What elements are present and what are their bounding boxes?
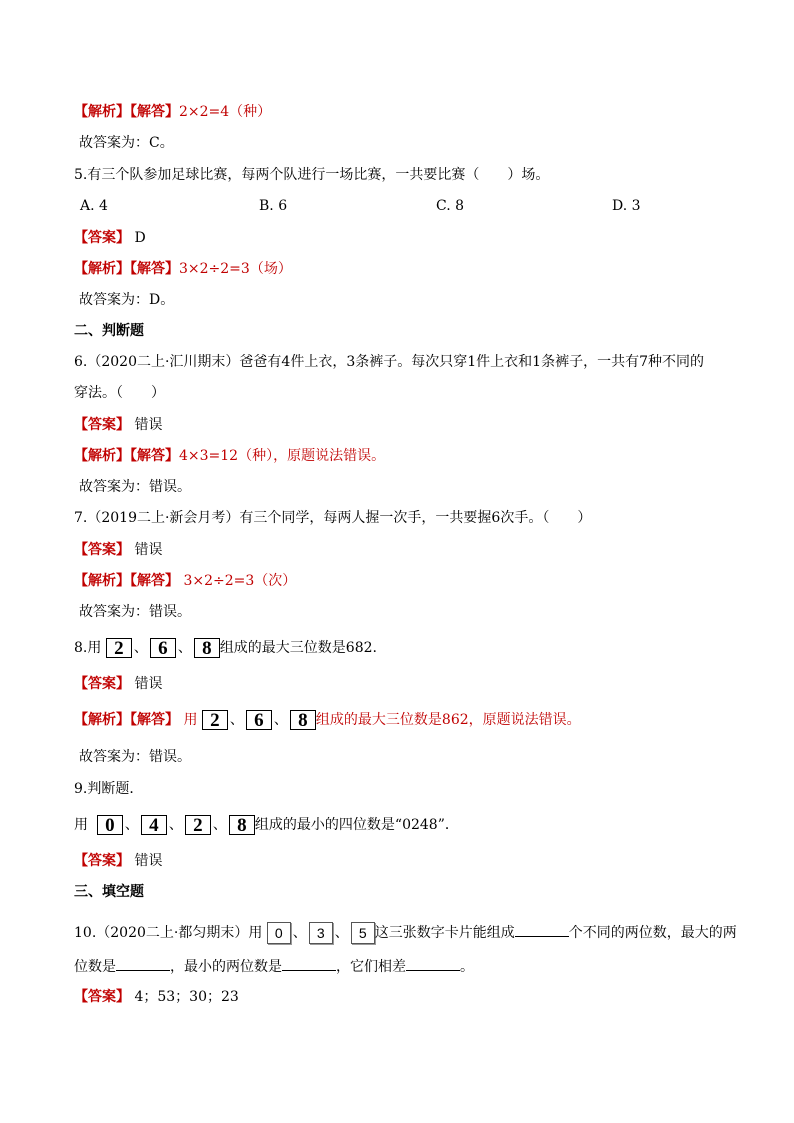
analysis-text: 3×2÷2=3（次） [183, 573, 297, 589]
q9-stem: 9.判断题． [74, 781, 144, 797]
q9-answer [74, 851, 162, 871]
q9-body [74, 815, 459, 835]
q10-line2-b: ，最小的两位数是 [170, 959, 282, 975]
q10-line2-d: 。 [460, 959, 474, 975]
digit-card: 5 [351, 922, 375, 944]
separator: 、 [292, 925, 307, 941]
q10-line2-c: ，它们相差 [336, 959, 406, 975]
separator: 、 [124, 817, 139, 833]
analysis-tag: 【解析】【解答】 [74, 261, 179, 277]
answer-tag: 【答案】 [74, 230, 130, 246]
section-title-judgement: 二、判断题 [74, 323, 144, 339]
q4-conclusion: 故答案为：C。 [79, 135, 174, 151]
answer-blank [282, 956, 336, 971]
analysis-tag: 【解析】【解答】 [74, 448, 179, 464]
q10-stem-line2 [74, 956, 474, 977]
q6-stem-line1: 6.（2020二上·汇川期末）爸爸有4件上衣，3条裤子。每次只穿1件上衣和1条裤子，一共有7种不同的 [74, 354, 704, 370]
digit-card: 0 [97, 815, 123, 835]
option-a: A. 4 [80, 198, 108, 214]
q7-analysis [74, 571, 296, 591]
q8-conclusion: 故答案为：错误。 [79, 749, 191, 765]
answer-blank [515, 922, 569, 937]
digit-card: 6 [150, 638, 176, 658]
digit-card: 2 [185, 815, 211, 835]
q9-suffix: 组成的最小的四位数是“0248”． [254, 817, 459, 833]
q6-analysis [74, 446, 385, 466]
digit-card: 8 [290, 710, 316, 730]
answer-text: 错误 [134, 676, 163, 692]
answer-text: 错误 [134, 417, 163, 433]
q5-stem: 5.有三个队参加足球比赛，每两个队进行一场比赛，一共要比赛（ ）场。 [74, 167, 550, 183]
separator: 、 [168, 817, 183, 833]
section-title-fill-blank: 三、填空题 [74, 884, 144, 900]
q7-conclusion: 故答案为：错误。 [79, 604, 191, 620]
digit-card: 0 [267, 922, 291, 944]
separator: 、 [229, 712, 244, 728]
q5-analysis [74, 259, 292, 279]
digit-card: 6 [246, 710, 272, 730]
separator: 、 [133, 640, 148, 656]
q6-stem-line2: 穿法。（ ） [74, 385, 165, 401]
q5-options [80, 196, 680, 216]
analysis-tag: 【解析】【解答】 [74, 712, 179, 728]
digit-card: 3 [309, 922, 333, 944]
answer-blank [406, 956, 460, 971]
q8-suffix: 组成的最大三位数是682. [219, 640, 377, 656]
answer-tag: 【答案】 [74, 542, 130, 558]
q8-prefix: 8.用 [74, 640, 102, 656]
answer-text: 错误 [134, 542, 163, 558]
option-b: B. 6 [259, 198, 288, 214]
q6-conclusion: 故答案为：错误。 [79, 479, 191, 495]
answer-text: 错误 [134, 853, 163, 869]
q7-answer [74, 540, 162, 560]
answer-tag: 【答案】 [74, 676, 130, 692]
digit-card: 4 [141, 815, 167, 835]
q8-stem [74, 638, 377, 658]
answer-tag: 【答案】 [74, 989, 130, 1005]
q5-conclusion: 故答案为：D。 [79, 292, 175, 308]
q10-line2-a: 位数是 [74, 959, 116, 975]
q10-stem-line1 [74, 922, 737, 944]
q4-analysis [74, 102, 271, 122]
digit-card: 8 [194, 638, 220, 658]
q10-suffix2: 个不同的两位数，最大的两 [568, 925, 737, 941]
analysis-text: 4×3=12（种），原题说法错误。 [179, 448, 386, 464]
answer-blank [116, 956, 170, 971]
q8-analysis [74, 710, 581, 730]
q7-stem: 7.（2019二上·新会月考）有三个同学，每两人握一次手，一共要握6次手。（ ） [74, 510, 592, 526]
analysis-prefix: 用 [183, 712, 198, 728]
separator: 、 [273, 712, 288, 728]
analysis-tag: 【解析】【解答】 [74, 104, 179, 120]
answer-text: 4；53；30；23 [134, 989, 239, 1005]
answer-tag: 【答案】 [74, 417, 130, 433]
q8-answer [74, 674, 162, 694]
q10-answer [74, 987, 239, 1007]
digit-card: 2 [106, 638, 132, 658]
answer-tag: 【答案】 [74, 853, 130, 869]
analysis-text: 3×2÷2=3（场） [179, 261, 292, 277]
digit-card: 2 [202, 710, 228, 730]
q5-answer [74, 228, 146, 248]
separator: 、 [334, 925, 349, 941]
analysis-suffix: 组成的最大三位数是862，原题说法错误。 [315, 712, 581, 728]
q10-prefix: 10.（2020二上·都匀期末）用 [74, 925, 263, 941]
q6-answer [74, 415, 162, 435]
separator: 、 [177, 640, 192, 656]
analysis-text: 2×2=4（种） [179, 104, 272, 120]
answer-text: D [134, 230, 146, 246]
option-c: C. 8 [436, 198, 465, 214]
analysis-tag: 【解析】【解答】 [74, 573, 179, 589]
q10-suffix: 这三张数字卡片能组成 [374, 925, 515, 941]
option-d: D. 3 [612, 198, 641, 214]
digit-card: 8 [229, 815, 255, 835]
separator: 、 [212, 817, 227, 833]
q9-prefix: 用 [74, 817, 88, 833]
